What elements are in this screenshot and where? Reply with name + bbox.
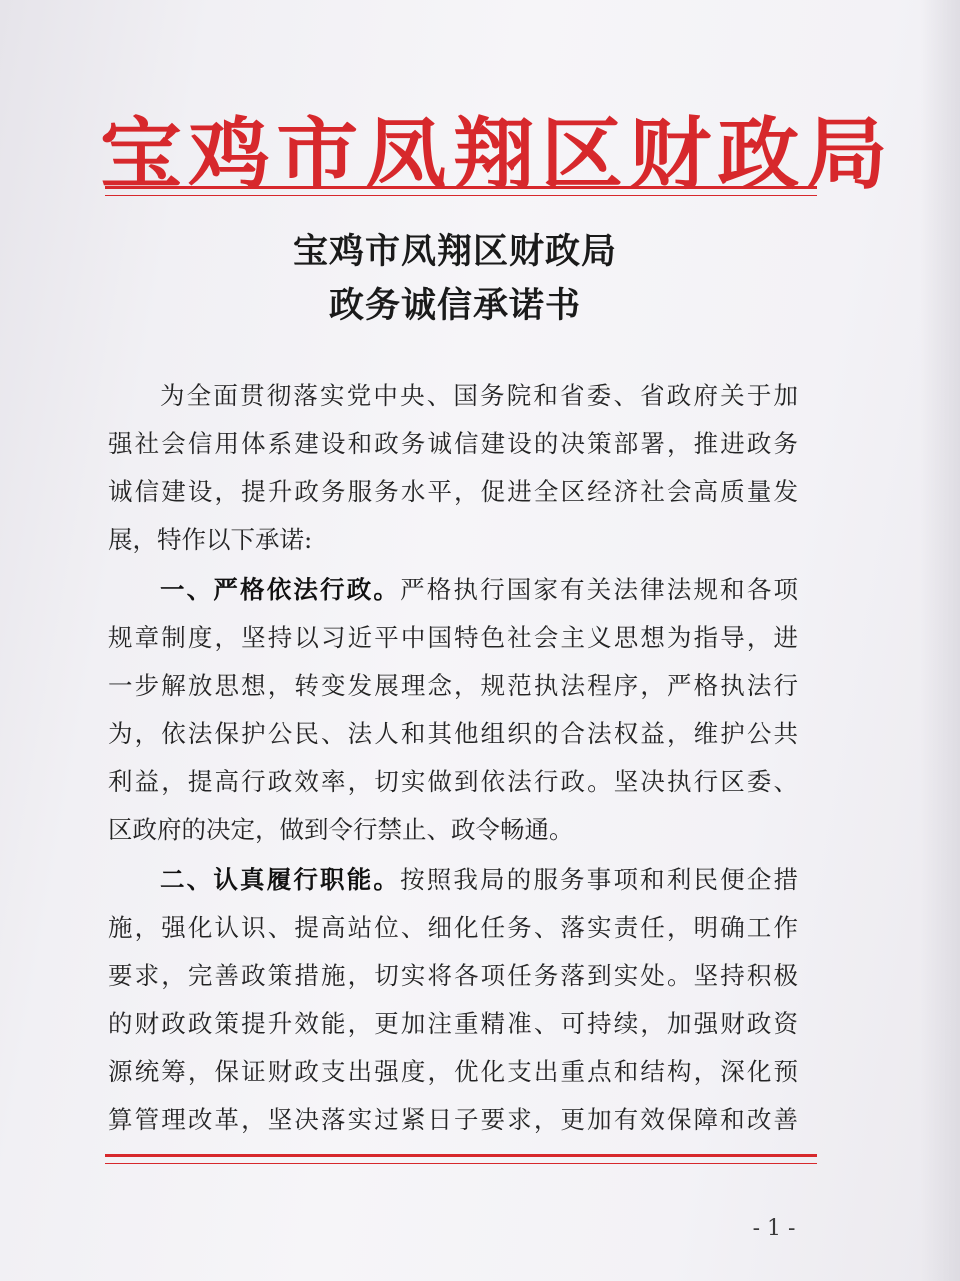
intro-line: 诚信建设，提升政务服务水平，促进全区经济社会高质量发: [108, 477, 798, 506]
document-title-line-2: 政务诚信承诺书: [328, 285, 581, 326]
section-2-line: 的财政政策提升效能，更加注重精准、可持续，加强财政资: [108, 1009, 798, 1038]
masthead-red-rule: [105, 186, 817, 196]
masthead-title: 宝鸡市凤翔区财政局: [100, 109, 894, 200]
section-2-line: 源统筹，保证财政支出强度，优化支出重点和结构，深化预: [108, 1057, 798, 1086]
section-1-heading: 一、严格依法行政。: [160, 575, 401, 604]
intro-line: 强社会信用体系建设和政务诚信建设的决策部署，推进政务: [108, 429, 798, 458]
section-1-line: 区政府的决定，做到令行禁止、政令畅通。: [108, 815, 574, 844]
section-1-line: 一步解放思想，转变发展理念，规范执法程序，严格执法行: [108, 671, 798, 700]
footer-red-rule: [105, 1154, 817, 1164]
section-2-text: 按照我局的服务事项和利民便企措: [400, 865, 799, 894]
section-2-line: 施，强化认识、提高站位、细化任务、落实责任，明确工作: [108, 913, 798, 942]
document-title-line-1: 宝鸡市凤翔区财政局: [292, 231, 617, 272]
section-1-line: 规章制度，坚持以习近平中国特色社会主义思想为指导，进: [108, 623, 798, 652]
intro-line: 展，特作以下承诺:: [108, 525, 313, 554]
intro-line: 为全面贯彻落实党中央、国务院和省委、省政府关于加: [160, 381, 798, 410]
section-2-line: 要求，完善政策措施，切实将各项任务落到实处。坚持积极: [108, 961, 798, 990]
section-2-line: 算管理改革，坚决落实过紧日子要求，更加有效保障和改善: [108, 1105, 798, 1134]
section-1-first-line: [160, 570, 798, 610]
page-number: - 1 -: [752, 1216, 796, 1241]
section-2-first-line: [160, 860, 798, 900]
section-2-heading: 二、认真履行职能。: [160, 865, 401, 894]
section-1-line: 为，依法保护公民、法人和其他组织的合法权益，维护公共: [108, 719, 798, 748]
section-1-text: 严格执行国家有关法律法规和各项: [400, 575, 799, 604]
section-1-line: 利益，提高行政效率，切实做到依法行政。坚决执行区委、: [108, 767, 798, 796]
